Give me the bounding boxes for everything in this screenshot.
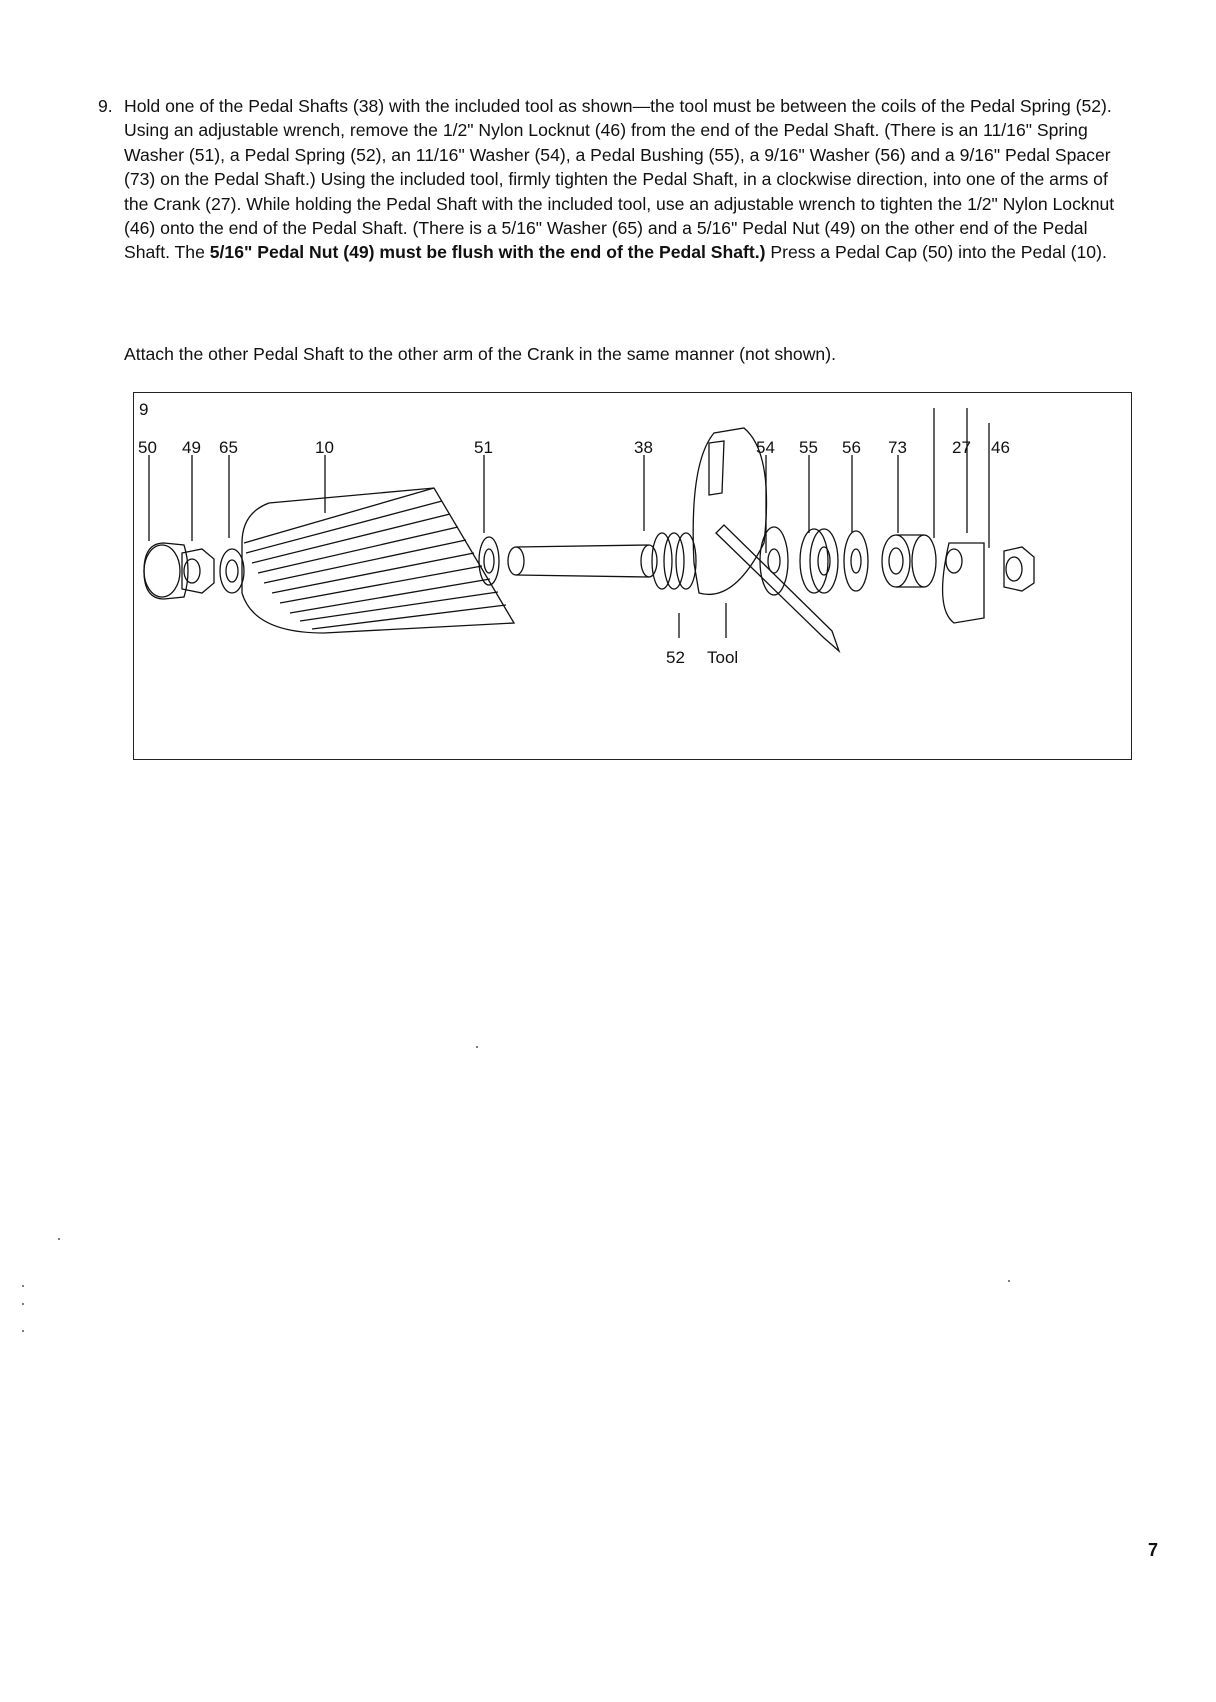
label-pedal-bushing: 55 (799, 438, 818, 457)
scan-speck (1008, 1280, 1010, 1282)
pedal-spring-part (652, 533, 696, 589)
label-spring-washer: 51 (474, 438, 493, 457)
washer-56-part (844, 531, 868, 591)
attach-note: Attach the other Pedal Shaft to the other arm of the Crank in the same manner (not shown). (124, 344, 836, 364)
pedal-shaft-part (508, 545, 657, 577)
figure-number: 9 (139, 400, 149, 419)
label-pedal-nut: 49 (182, 438, 201, 457)
step-number: 9. (98, 96, 113, 116)
step-text (124, 94, 1134, 265)
assembly-diagram (134, 393, 1133, 761)
crank-part (943, 543, 984, 623)
pedal-bushing-part (800, 529, 838, 593)
spring-washer-part (479, 537, 499, 585)
label-pedal-spring: 52 (666, 648, 685, 667)
step-text-part-1: Hold one of the Pedal Shafts (38) with the included tool as shown—the tool must be between the coils of the Pedal Spring (52). Using an adjustable wrench, remove the 1/2" Nylon Locknut (46) from the end of the Pedal Shaft. (There is an 11/16" Spring Washer (51), a Pedal Spring (52), an 11/16" Washer (54), a Pedal Bushing (55), a 9/16" Washer (56) and a 9/16" Pedal Spacer (73) on the Pedal Shaft.) Using the included tool, firmly tighten the Pedal Shaft, in a clockwise direction, into one of the arms of the Crank (27). While holding the Pedal Shaft with the included tool, use an adjustable wrench to tighten the 1/2" Nylon Locknut (46) onto the end of the Pedal Shaft. (There is a 5/16" Washer (65) and a 5/16" Pedal Nut (49) on the other end of the Pedal Shaft. The (124, 96, 1115, 263)
washer-54-part (760, 527, 788, 595)
label-nylon-locknut: 46 (991, 438, 1010, 457)
step-text-part-2: Press a Pedal Cap (50) into the Pedal (10). (765, 242, 1107, 263)
scan-speck (58, 1238, 60, 1240)
label-washer-54: 54 (756, 438, 775, 457)
instruction-step (98, 94, 1134, 265)
nylon-locknut-part (1004, 547, 1034, 591)
label-washer-56: 56 (842, 438, 861, 457)
label-crank: 27 (952, 438, 971, 457)
label-pedal: 10 (315, 438, 334, 457)
step-text-bold-warning: 5/16" Pedal Nut (49) must be flush with the end of the Pedal Shaft.) (209, 242, 766, 263)
scan-speck (22, 1285, 24, 1287)
washer-65-part (220, 549, 244, 593)
page-number: 7 (1148, 1540, 1159, 1560)
scan-speck (22, 1330, 24, 1332)
pedal-part (242, 488, 514, 633)
pedal-spacer-part (882, 535, 936, 587)
assembly-figure (133, 392, 1132, 760)
label-pedal-cap: 50 (138, 438, 157, 457)
label-pedal-spacer: 73 (888, 438, 907, 457)
label-washer-65: 65 (219, 438, 238, 457)
label-pedal-shaft: 38 (634, 438, 653, 457)
scan-speck (22, 1303, 24, 1305)
label-tool: Tool (707, 648, 739, 667)
scan-speck (476, 1046, 478, 1048)
